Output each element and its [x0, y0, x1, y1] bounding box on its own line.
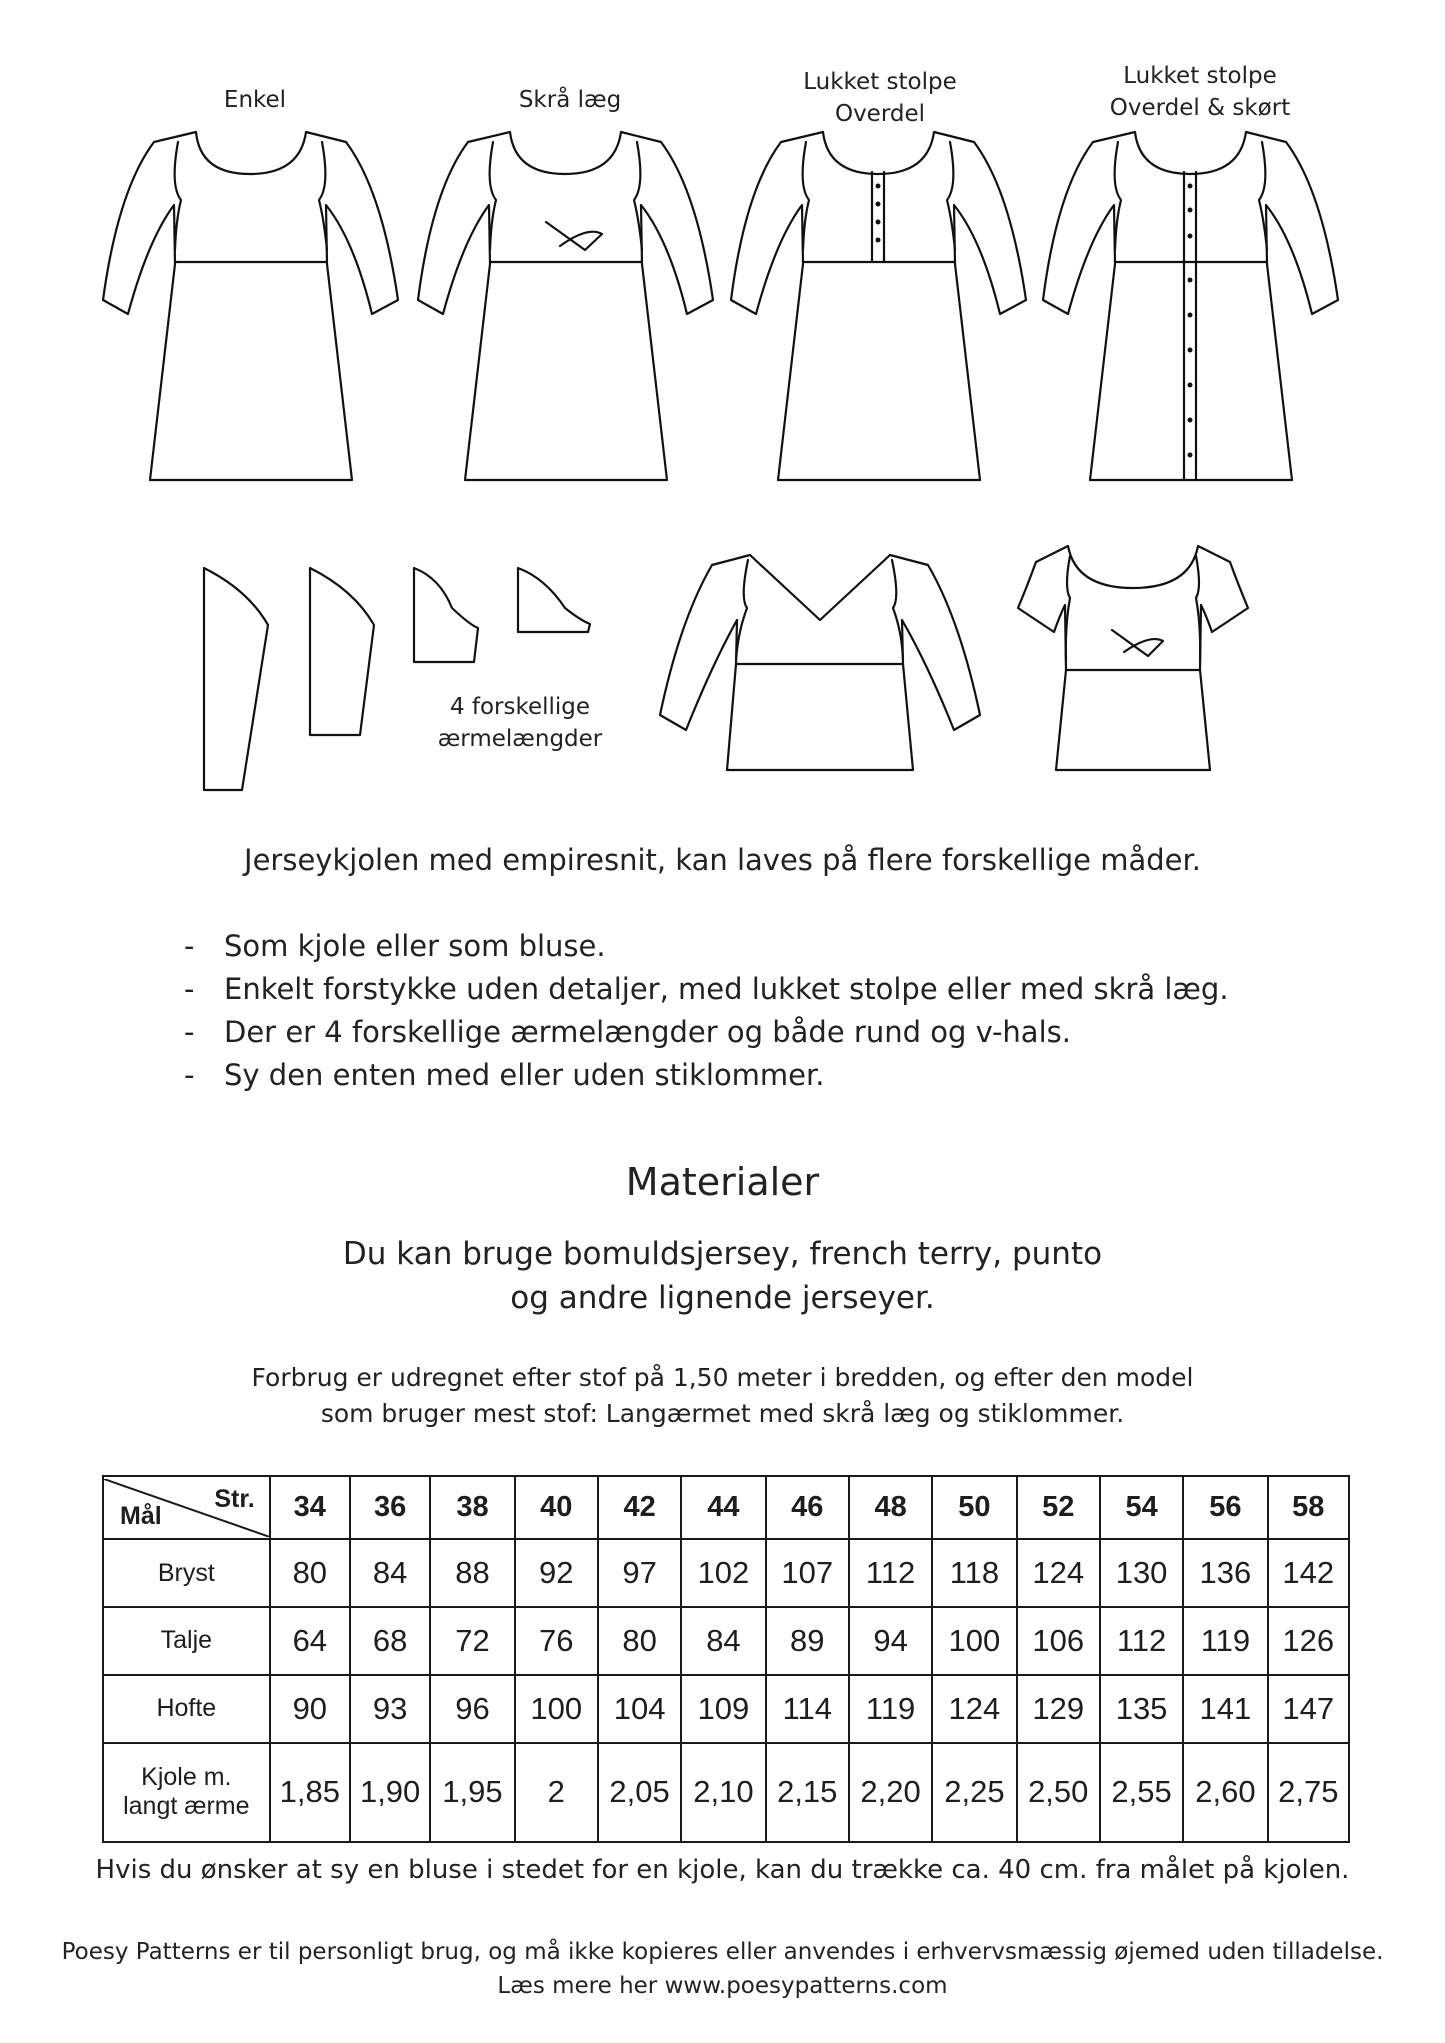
row-label-hofte: Hofte: [103, 1675, 270, 1743]
sleeve-caption: 4 forskellige ærmelængder: [437, 694, 603, 752]
table-cell: 112: [1100, 1607, 1183, 1675]
table-cell: 2,25: [932, 1743, 1016, 1842]
table-cell: 90: [270, 1675, 350, 1743]
size-axis-label: Str.: [214, 1484, 255, 1513]
table-corner-cell: [103, 1476, 270, 1539]
table-cell: 2,20: [849, 1743, 932, 1842]
dress-skraa-laeg-drawing: [418, 132, 713, 480]
size-header: 48: [849, 1476, 932, 1539]
feature-list: [170, 925, 1229, 1097]
table-cell: 124: [932, 1675, 1016, 1743]
table-row: [103, 1539, 1349, 1607]
table-cell: 94: [849, 1607, 932, 1675]
table-cell: 1,90: [350, 1743, 430, 1842]
materials-heading: Materialer: [625, 1160, 820, 1204]
blouse-note: Hvis du ønsker at sy en bluse i stedet for en kjole, kan du trække ca. 40 cm. fra målet på kjolen.: [95, 1855, 1350, 1885]
size-header: 34: [270, 1476, 350, 1539]
dress-label-enkel: Enkel: [223, 87, 287, 113]
size-header: 40: [515, 1476, 598, 1539]
table-cell: 2,55: [1100, 1743, 1183, 1842]
blouse-short-sleeve-drawing: [1018, 546, 1248, 770]
size-header: 54: [1100, 1476, 1183, 1539]
table-cell: 109: [681, 1675, 765, 1743]
table-cell: 80: [270, 1539, 350, 1607]
blouse-v-neck-drawing: [660, 555, 980, 770]
table-cell: 72: [430, 1607, 514, 1675]
table-cell: 2,50: [1017, 1743, 1100, 1842]
size-header: 50: [932, 1476, 1016, 1539]
row-label-kjole: Kjole m. langt ærme: [103, 1743, 270, 1842]
footer-website-link[interactable]: Læs mere her www.poesypatterns.com: [497, 1973, 948, 1999]
size-header: 58: [1268, 1476, 1349, 1539]
table-cell: 76: [515, 1607, 598, 1675]
table-cell: 119: [849, 1675, 932, 1743]
list-item: - Der er 4 forskellige ærmelængder og både rund og v-hals.: [170, 1011, 1229, 1054]
table-cell: 80: [598, 1607, 681, 1675]
table-cell: 93: [350, 1675, 430, 1743]
table-cell: 1,95: [430, 1743, 514, 1842]
size-header: 42: [598, 1476, 681, 1539]
table-cell: 114: [766, 1675, 849, 1743]
dress-label-skraa-laeg: Skrå læg: [518, 87, 622, 113]
list-item: - Som kjole eller som bluse.: [170, 925, 1229, 968]
dress-label-lukket-stolpe-overdel-skoert: Lukket stolpe Overdel & skørt: [1109, 63, 1291, 121]
size-header: 52: [1017, 1476, 1100, 1539]
table-cell: 104: [598, 1675, 681, 1743]
measure-axis-label: Mål: [120, 1501, 162, 1530]
table-cell: 84: [681, 1607, 765, 1675]
dress-label-lukket-stolpe-overdel: Lukket stolpe Overdel: [803, 69, 957, 127]
table-cell: 68: [350, 1607, 430, 1675]
fabric-consumption-note: Forbrug er udregnet efter stof på 1,50 meter i bredden, og efter den model som bruger mest stof: Langærmet med skrå læg og stiklommer.: [251, 1363, 1194, 1428]
table-cell: 1,85: [270, 1743, 350, 1842]
table-cell: 100: [932, 1607, 1016, 1675]
table-cell: 135: [1100, 1675, 1183, 1743]
size-header: 56: [1183, 1476, 1267, 1539]
table-cell: 96: [430, 1675, 514, 1743]
table-cell: 126: [1268, 1607, 1349, 1675]
list-item: - Sy den enten med eller uden stiklommer.: [170, 1054, 1229, 1097]
table-cell: 64: [270, 1607, 350, 1675]
table-cell: 88: [430, 1539, 514, 1607]
table-cell: 89: [766, 1607, 849, 1675]
table-cell: 2,60: [1183, 1743, 1267, 1842]
table-cell: 106: [1017, 1607, 1100, 1675]
table-cell: 119: [1183, 1607, 1267, 1675]
footer: [0, 1935, 1445, 2003]
table-cell: 142: [1268, 1539, 1349, 1607]
table-cell: 130: [1100, 1539, 1183, 1607]
table-row: [103, 1743, 1349, 1842]
sleeve-pattern-pieces: [204, 568, 590, 790]
dress-enkel-drawing: [103, 132, 398, 480]
table-cell: 118: [932, 1539, 1016, 1607]
table-cell: 136: [1183, 1539, 1267, 1607]
list-item: - Enkelt forstykke uden detaljer, med lukket stolpe eller med skrå læg.: [170, 968, 1229, 1011]
table-cell: 2,75: [1268, 1743, 1349, 1842]
table-cell: 124: [1017, 1539, 1100, 1607]
size-header: 46: [766, 1476, 849, 1539]
table-cell: 147: [1268, 1675, 1349, 1743]
table-cell: 141: [1183, 1675, 1267, 1743]
table-cell: 102: [681, 1539, 765, 1607]
table-cell: 2,15: [766, 1743, 849, 1842]
table-cell: 2: [515, 1743, 598, 1842]
size-header: 38: [430, 1476, 514, 1539]
table-cell: 107: [766, 1539, 849, 1607]
table-cell: 97: [598, 1539, 681, 1607]
garment-illustrations: [0, 0, 1445, 820]
dress-lukket-stolpe-hel-drawing: [1043, 132, 1338, 480]
table-cell: 129: [1017, 1675, 1100, 1743]
dress-lukket-stolpe-overdel-drawing: [731, 132, 1026, 480]
size-header: 44: [681, 1476, 765, 1539]
size-table: [102, 1475, 1350, 1843]
table-cell: 84: [350, 1539, 430, 1607]
table-cell: 2,05: [598, 1743, 681, 1842]
table-cell: 2,10: [681, 1743, 765, 1842]
table-row: [103, 1607, 1349, 1675]
size-header: 36: [350, 1476, 430, 1539]
row-label-talje: Talje: [103, 1607, 270, 1675]
intro-text: Jerseykjolen med empiresnit, kan laves på flere forskellige måder.: [244, 843, 1201, 877]
table-header-row: [103, 1476, 1349, 1539]
table-row: [103, 1675, 1349, 1743]
row-label-bryst: Bryst: [103, 1539, 270, 1607]
materials-description: Du kan bruge bomuldsjersey, french terry, punto og andre lignende jerseyer.: [342, 1236, 1103, 1316]
footer-copyright: Poesy Patterns er til personligt brug, og må ikke kopieres eller anvendes i erhvervsmæssig øjemed uden tilladelse.: [61, 1939, 1384, 1965]
table-cell: 112: [849, 1539, 932, 1607]
table-cell: 100: [515, 1675, 598, 1743]
table-cell: 92: [515, 1539, 598, 1607]
